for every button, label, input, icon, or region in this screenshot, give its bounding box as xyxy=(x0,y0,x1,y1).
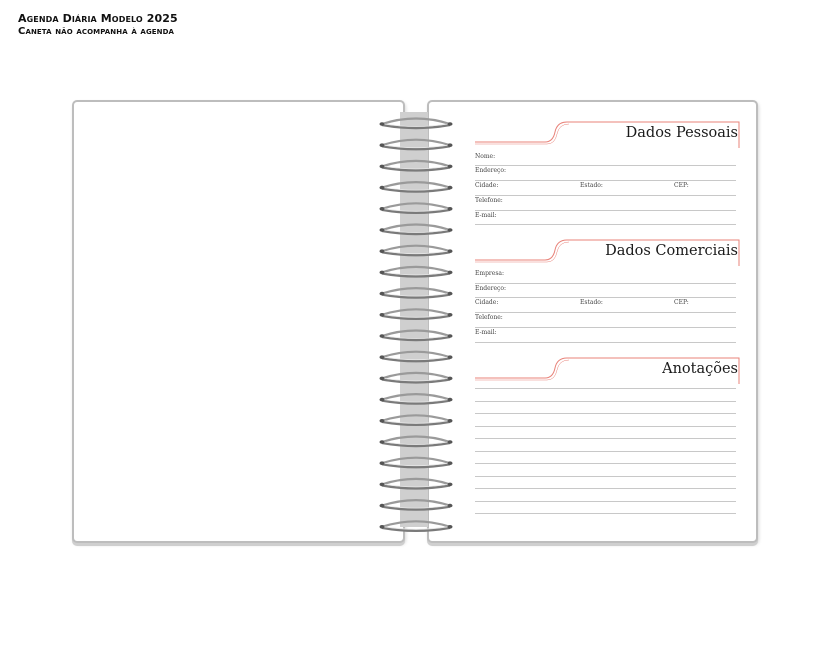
notes-line xyxy=(475,513,736,514)
notes-line xyxy=(475,451,736,452)
spiral-coil xyxy=(380,373,453,383)
line-business-email xyxy=(475,342,736,343)
line-company xyxy=(475,283,736,284)
line-business-city xyxy=(475,312,736,313)
spiral-coil xyxy=(380,500,453,510)
label-address: Endereço: xyxy=(475,167,507,174)
label-phone: Telefone: xyxy=(475,197,503,204)
label-zip: CEP: xyxy=(674,182,689,189)
spiral-coil xyxy=(380,246,453,256)
spiral-coil xyxy=(380,203,453,213)
spiral-coil xyxy=(380,352,453,362)
label-business-phone: Telefone: xyxy=(475,314,503,321)
spiral-coil xyxy=(380,161,453,171)
line-business-phone xyxy=(475,327,736,328)
label-business-city: Cidade: xyxy=(475,299,499,306)
notes-line xyxy=(475,438,736,439)
label-business-address: Endereço: xyxy=(475,285,507,292)
spiral-coil xyxy=(380,458,453,468)
left-page-blank xyxy=(72,100,405,543)
notes-line xyxy=(475,463,736,464)
notes-line xyxy=(475,388,736,389)
label-business-state: Estado: xyxy=(580,299,603,306)
label-city: Cidade: xyxy=(475,182,499,189)
line-address xyxy=(475,180,736,181)
line-name xyxy=(475,165,736,166)
label-business-zip: CEP: xyxy=(674,299,689,306)
open-notebook xyxy=(71,100,757,546)
label-email: E-mail: xyxy=(475,212,497,219)
label-name: Nome: xyxy=(475,153,496,160)
spiral-coil xyxy=(380,267,453,277)
spiral-binding xyxy=(376,112,456,532)
notes-line xyxy=(475,426,736,427)
notes-line xyxy=(475,413,736,414)
spiral-coil xyxy=(380,309,453,319)
spiral-coil xyxy=(380,437,453,447)
spiral-coil xyxy=(380,119,453,129)
right-page-personal-data xyxy=(427,100,758,543)
section-title-personal: Dados Pessoais xyxy=(625,125,738,141)
product-title: Agenda Diária Modelo 2025 xyxy=(18,12,178,25)
spiral-coil xyxy=(380,182,453,192)
spiral-coil xyxy=(380,521,453,531)
notes-line xyxy=(475,476,736,477)
notes-line xyxy=(475,501,736,502)
spiral-coil xyxy=(380,394,453,404)
spiral-coil xyxy=(380,415,453,425)
spiral-coil xyxy=(380,288,453,298)
label-business-email: E-mail: xyxy=(475,329,497,336)
notes-line xyxy=(475,488,736,489)
label-company: Empresa: xyxy=(475,270,505,277)
spiral-coil xyxy=(380,225,453,235)
product-subtitle: Caneta não acompanha à agenda xyxy=(18,26,175,37)
label-state: Estado: xyxy=(580,182,603,189)
notes-line xyxy=(475,401,736,402)
line-business-address xyxy=(475,297,736,298)
line-city xyxy=(475,195,736,196)
spiral-coil xyxy=(380,140,453,150)
line-phone xyxy=(475,210,736,211)
spiral-coil xyxy=(380,479,453,489)
spiral-coil xyxy=(380,331,453,341)
section-title-notes: Anotações xyxy=(662,361,738,377)
line-email xyxy=(475,224,736,225)
section-title-business: Dados Comerciais xyxy=(605,243,738,259)
